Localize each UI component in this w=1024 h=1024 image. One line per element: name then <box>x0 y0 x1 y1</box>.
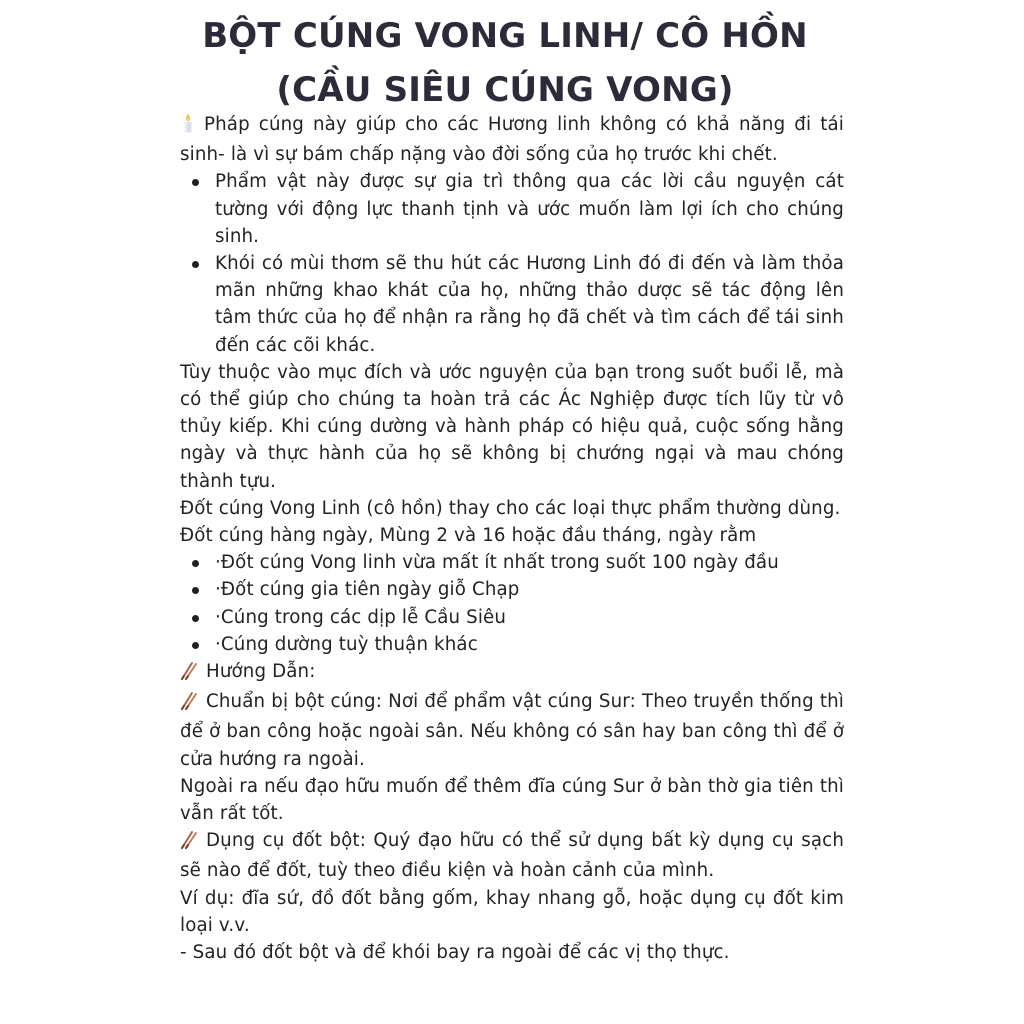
prepare-paragraph: Chuẩn bị bột cúng: Nơi để phẩm vật cúng Sur: Theo truyền thống thì để ở ban công hoặc ngoài sân. Nếu không có sân hay ban công thì để ở cửa hướng ra ngoài. <box>180 691 844 770</box>
example-paragraph: Ví dụ: đĩa sứ, đồ đốt bằng gốm, khay nhang gỗ, hoặc dụng cụ đốt kim loại v.v. <box>180 887 844 936</box>
bullet-icon <box>192 615 199 622</box>
incense-sticks-icon <box>180 661 198 688</box>
bullet-icon <box>192 642 199 649</box>
tools-paragraph: Dụng cụ đốt bột: Quý đạo hữu có thể sử dụng bất kỳ dụng cụ sạch sẽ nào để đốt, tuỳ theo điều kiện và hoàn cảnh của mình. <box>180 830 844 882</box>
final-paragraph: - Sau đó đốt bột và để khói bay ra ngoài để các vị thọ thực. <box>180 942 730 964</box>
bullet-icon <box>192 261 199 268</box>
intro-text: Pháp cúng này giúp cho các Hương linh không có khả năng đi tái sinh- là vì sự bám chấp nặng vào đời sống của họ trước khi chết. <box>180 114 844 166</box>
bullet-icon <box>192 587 199 594</box>
list-item: Khói có mùi thơm sẽ thu hút các Hương Linh đó đi đến và làm thỏa mãn những khao khát của họ, những thảo dược sẽ tác động lên tâm thức của họ để nhận ra rằng họ đã chết và tìm cách để tái sinh đến các cõi khác. <box>180 250 844 359</box>
document-body <box>180 111 844 966</box>
purpose-paragraph: Tùy thuộc vào mục đích và ước nguyện của bạn trong suốt buổi lễ, mà có thể giúp cho chúng ta hoàn trả các Ác Nghiệp được tích lũy từ vô thủy kiếp. Khi cúng dường và hành pháp có hiệu quả, cuộc sống hằng ngày và thực hành của họ sẽ không bị chướng ngại và mau chóng thành tựu. <box>180 361 844 492</box>
list-item: ·Cúng trong các dịp lễ Cầu Siêu <box>180 604 844 631</box>
occasions-list <box>180 549 844 658</box>
incense-sticks-icon <box>180 691 198 718</box>
bullet-icon <box>192 179 199 186</box>
replace-paragraph: Đốt cúng Vong Linh (cô hồn) thay cho các loại thực phẩm thường dùng. <box>180 497 841 519</box>
incense-sticks-icon <box>180 830 198 857</box>
schedule-paragraph: Đốt cúng hàng ngày, Mùng 2 và 16 hoặc đầu tháng, ngày rằm <box>180 525 757 547</box>
intro-paragraph <box>180 111 844 168</box>
page-title: BỘT CÚNG VONG LINH/ CÔ HỒN <box>202 16 808 56</box>
page-subtitle: (CẦU SIÊU CÚNG VONG) <box>276 70 734 110</box>
list-item: Phẩm vật này được sự gia trì thông qua các lời cầu nguyện cát tường với động lực thanh tịnh và ước muốn làm lợi ích cho chúng sinh. <box>180 168 844 250</box>
list-item: ·Cúng dường tuỳ thuận khác <box>180 631 844 658</box>
altar-paragraph: Ngoài ra nếu đạo hữu muốn để thêm đĩa cúng Sur ở bàn thờ gia tiên thì vẫn rất tốt. <box>180 775 844 825</box>
bullet-icon <box>192 560 199 567</box>
list-item: ·Đốt cúng Vong linh vừa mất ít nhất trong suốt 100 ngày đầu <box>180 549 844 576</box>
list-item: ·Đốt cúng gia tiên ngày giỗ Chạp <box>180 576 844 603</box>
candle-icon <box>180 113 196 141</box>
guide-heading: Hướng Dẫn: <box>180 658 844 688</box>
benefits-list <box>180 168 844 358</box>
